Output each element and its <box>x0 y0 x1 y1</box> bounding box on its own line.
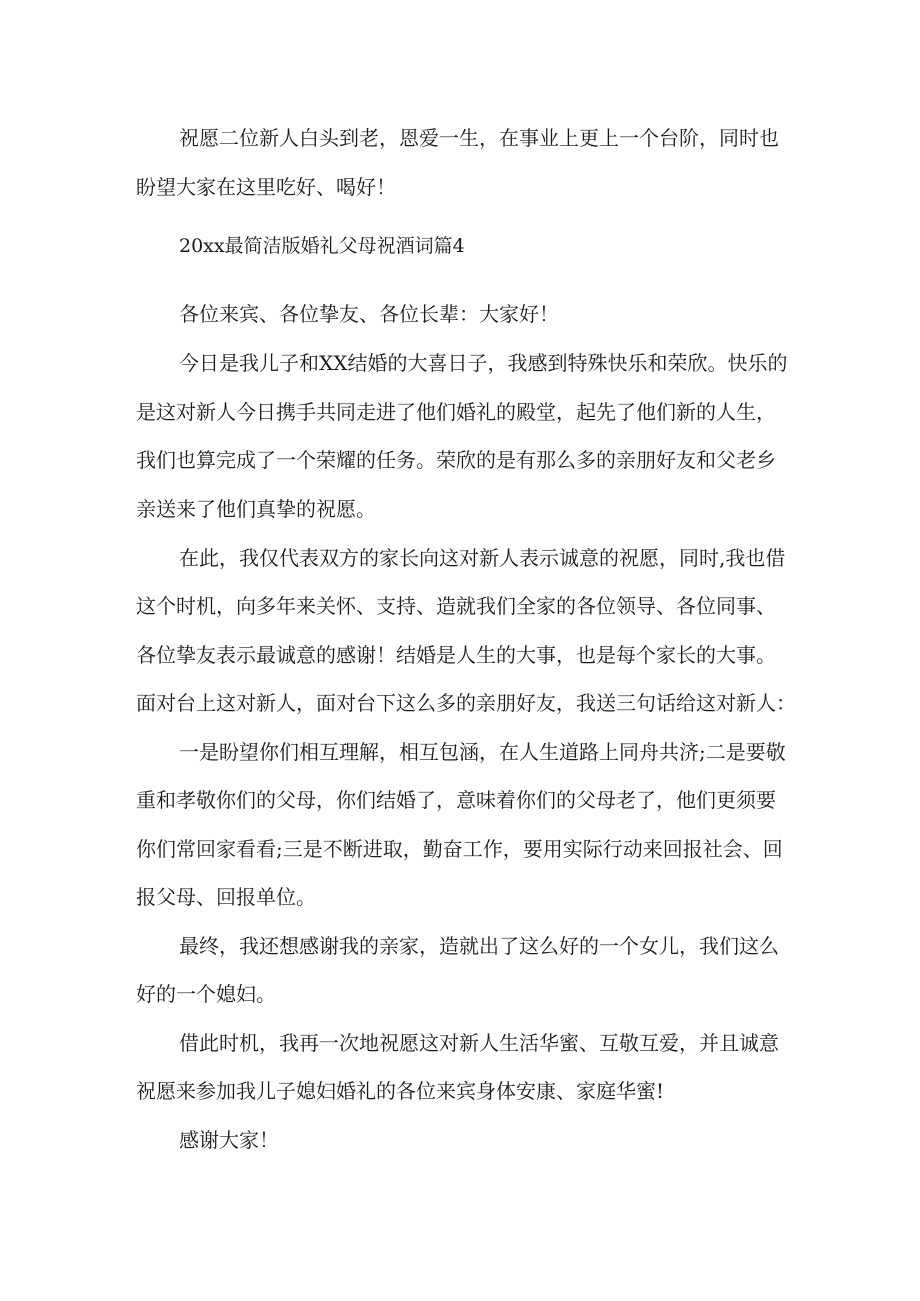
paragraph-1-line-1: 今日是我儿子和XX结婚的大喜日子，我感到特殊快乐和荣欣。快乐的 <box>179 351 788 375</box>
thanks-line: 感谢大家！ <box>179 1128 279 1152</box>
paragraph-3-line-2: 重和孝敬你们的父母，你们结婚了，意味着你们的父母老了，他们更须要 <box>136 788 776 812</box>
section-title: 20xx最简洁版婚礼父母祝酒词篇4 <box>179 235 465 257</box>
paragraph-4-line-1: 最终，我还想感谢我的亲家，造就出了这么好的一个女儿，我们这么 <box>179 934 779 958</box>
paragraph-5-line-2: 祝愿来参加我儿子媳妇婚礼的各位来宾身体安康、家庭华蜜! <box>136 1079 665 1103</box>
paragraph-3-line-3: 你们常回家看看;三是不断进取，勤奋工作，要用实际行动来回报社会、回 <box>136 837 783 861</box>
greeting: 各位来宾、各位挚友、各位长辈：大家好！ <box>179 302 559 326</box>
paragraph-2-line-2: 这个时机，向多年来关怀、支持、造就我们全家的各位领导、各位同事、 <box>136 594 776 618</box>
paragraph-2-line-3: 各位挚友表示最诚意的感谢！结婚是人生的大事，也是每个家长的大事。 <box>136 643 776 667</box>
paragraph-1-line-2: 是这对新人今日携手共同走进了他们婚礼的殿堂，起先了他们新的人生， <box>136 400 776 424</box>
closing-wish-line-2: 盼望大家在这里吃好、喝好！ <box>136 175 396 199</box>
paragraph-2-line-4: 面对台上这对新人，面对台下这么多的亲朋好友，我送三句话给这对新人： <box>136 691 796 715</box>
paragraph-1-line-4: 亲送来了他们真挚的祝愿。 <box>136 497 376 521</box>
paragraph-4-line-2: 好的一个媳妇。 <box>136 982 276 1006</box>
paragraph-3-line-4: 报父母、回报单位。 <box>136 885 316 909</box>
paragraph-1-line-3: 我们也算完成了一个荣耀的任务。荣欣的是有那么多的亲朋好友和父老乡 <box>136 448 776 472</box>
paragraph-5-line-1: 借此时机，我再一次地祝愿这对新人生活华蜜、互敬互爱，并且诚意 <box>179 1031 779 1055</box>
paragraph-2-line-1: 在此，我仅代表双方的家长向这对新人表示诚意的祝愿，同时,我也借 <box>179 546 786 570</box>
paragraph-3-line-1: 一是盼望你们相互理解，相互包涵，在人生道路上同舟共济;二是要敬 <box>179 740 786 764</box>
closing-wish-line-1: 祝愿二位新人白头到老，恩爱一生，在事业上更上一个台阶，同时也 <box>179 126 779 150</box>
